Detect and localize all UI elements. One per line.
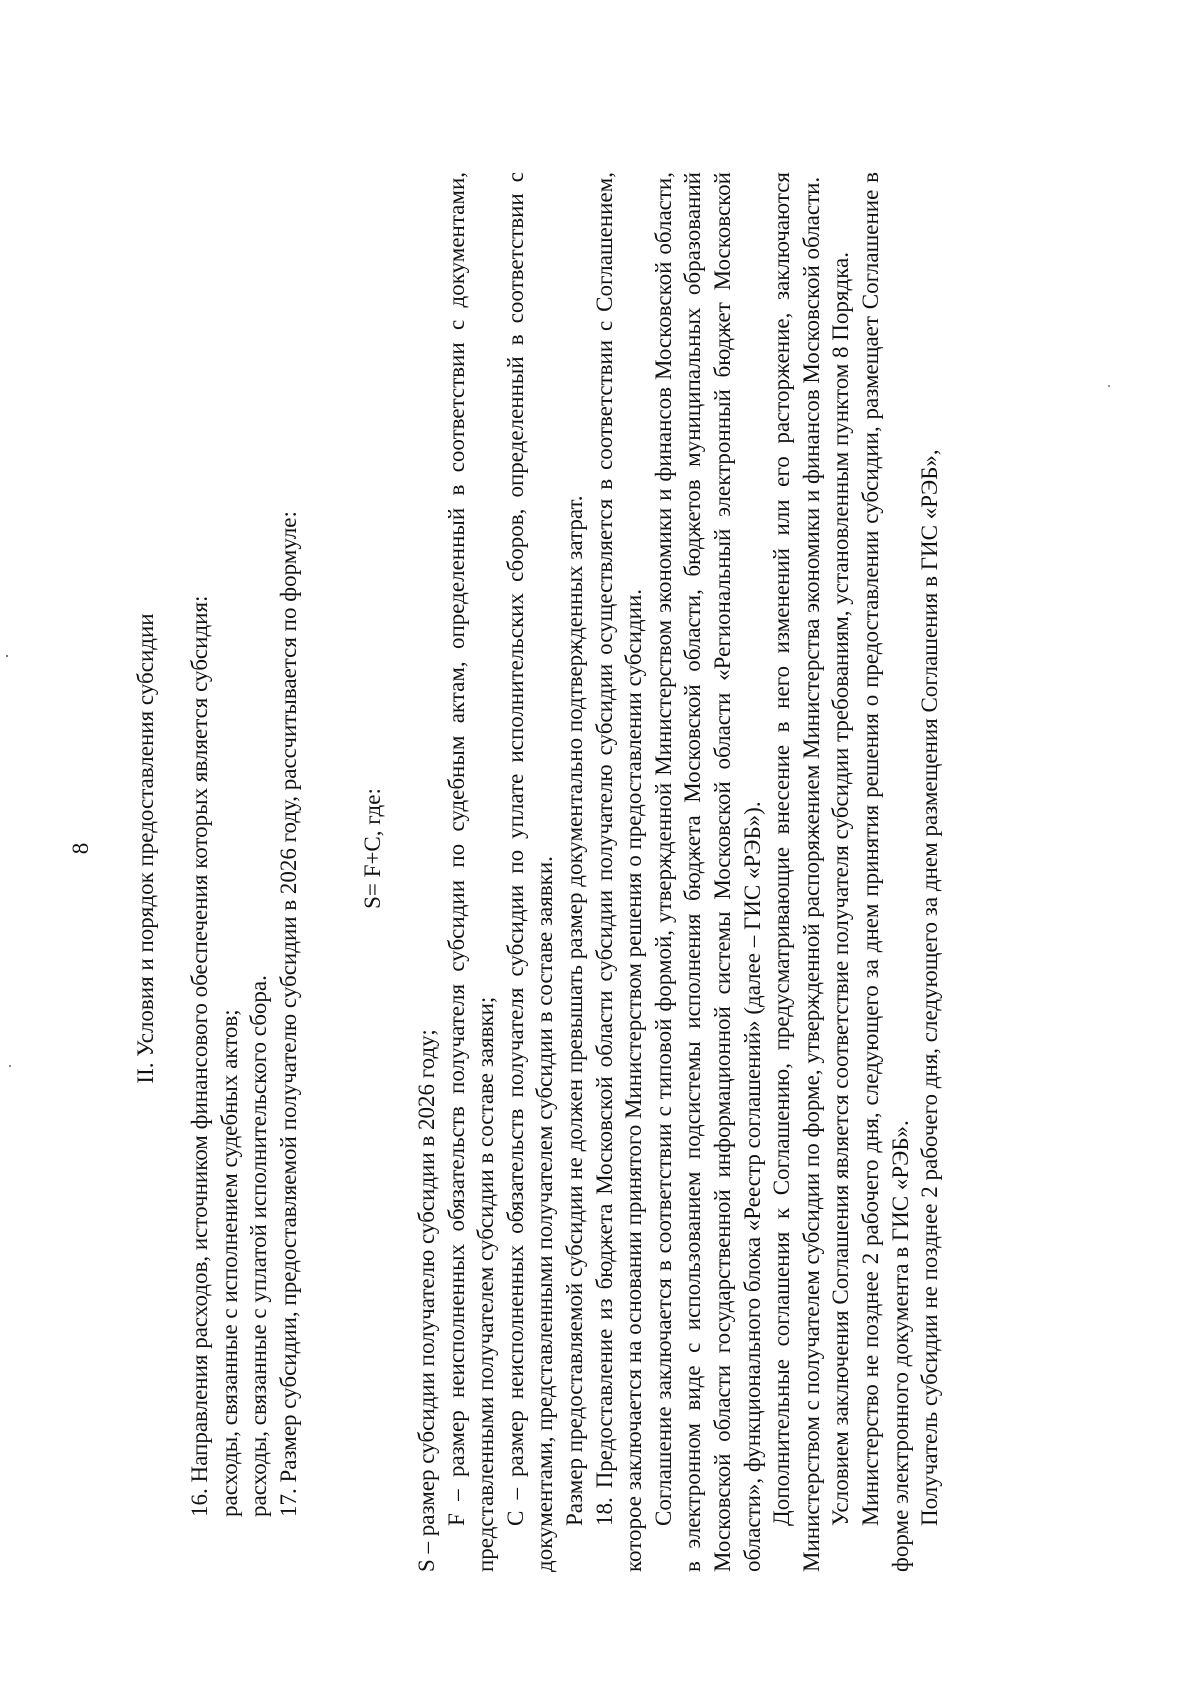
paragraph: расходы, связанные с уплатой исполнительского сбора. (246, 975, 272, 1517)
paragraph: 17. Размер субсидии, предоставляемой получателю субсидии в 2026 году, рассчитывается по формуле: (275, 511, 301, 1517)
paragraph: Получатель субсидии не позднее 2 рабочего дня, следующего за днем размещения Соглашения в ГИС «РЭБ», (917, 449, 943, 1526)
page-number: 8 (68, 842, 93, 855)
paragraph: 16. Направления расходов, источником финансового обеспечения которых является субсидия: (187, 595, 212, 1517)
paragraph: 18. Предоставление из бюджета Московской области субсидии получателю субсидии осуществляется в соответствии с Соглашением, которое заключается на основании принятого Министерством решения о предоставлении субсидии. (591, 172, 647, 1572)
paragraph: расходы, связанные с исполнением судебных актов; (216, 1009, 242, 1517)
scan-speck (6, 655, 8, 657)
paragraph: Министерство не позднее 2 рабочего дня, следующего за днем принятия решения о предоставлении субсидии, размещает Соглашение в форме электронного документа в ГИС «РЭБ». (857, 172, 913, 1572)
paragraph: Дополнительные соглашения к Соглашению, предусматривающие внесение в него изменений или его расторжение, заключаются Министерством с получателем субсидии по форме, утвержденной распоряжением Министерства экономики и финансов Московской области. (769, 172, 824, 1572)
section-heading: II. Условия и порядок предоставления субсидии (133, 613, 158, 1084)
paragraph: C – размер неисполненных обязательств получателя субсидии по уплате исполнительских сборов, определенный в соответствии с документами, представленными получателем субсидии в составе заявки. (502, 172, 558, 1572)
paragraph: Условием заключения Соглашения является соответствие получателя субсидии требованиям, установленным пунктом 8 Порядка. (828, 252, 854, 1526)
directions-block (185, 172, 303, 1517)
paragraph: S – размер субсидии получателю субсидии в 2026 году; (414, 1029, 439, 1572)
scan-speck (9, 1065, 11, 1067)
formula: S= F+C, где: (360, 788, 385, 909)
scan-speck (1108, 385, 1110, 387)
paragraph: Размер предоставляемой субсидии не должен превышать размер документально подтвержденных затрат. (561, 495, 587, 1526)
main-text-block (412, 172, 945, 1572)
paragraph: F – размер неисполненных обязательств получателя субсидии по судебным актам, определенный в соответствии с документами, представленными получателем субсидии в составе заявки; (443, 172, 499, 1572)
paragraph: Соглашение заключается в соответствии с типовой формой, утвержденной Министерством экономики и финансов Московской области, в электронном виде с использованием подсистемы исполнения бюджета Московской области, бюджетов муниципальных образований Московской области государственной информационной системы Московской области «Региональный электронный бюджет Московской области», функционального блока «Реестр соглашений» (далее – ГИС «РЭБ»). (650, 172, 765, 1572)
